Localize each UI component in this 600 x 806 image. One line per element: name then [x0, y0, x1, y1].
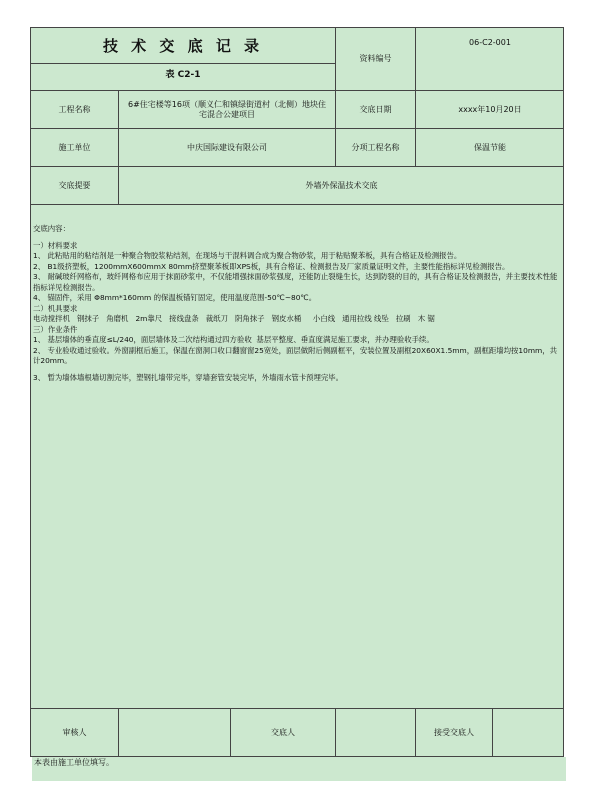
handover-value-cell: [336, 708, 416, 757]
sub-label: 分项工程名称: [351, 142, 400, 152]
review-label-cell: [31, 708, 119, 757]
footer-note: 本表由施工单位填写。: [32, 757, 566, 781]
project-label-cell: [31, 91, 119, 129]
disclosure-form: [30, 27, 564, 757]
project-label: 工程名称: [58, 104, 91, 114]
review-label: 审核人: [62, 728, 87, 737]
content-line: 2、 专业验收通过验收。外窗副框后施工，保温在窗洞口收口翻窗窗25宽处，面层做附后侧副框平，安装位置及副框20X60X1.5mm，副框距墙均按10mm，共计20mm。: [33, 345, 558, 365]
summary-label-cell: [31, 167, 119, 205]
sub-label-cell: [336, 129, 416, 167]
form-subtitle-cell: [31, 64, 336, 91]
summary-value: 外墙外保温技术交底: [305, 180, 378, 190]
handover-label: 交底人: [271, 728, 295, 737]
receiver-label: 接受交底人: [434, 728, 474, 737]
form-title-cell: [31, 28, 336, 64]
disclosure-content: [33, 224, 561, 383]
project-value: 6#住宅楼等16项（顺义仁和镇绿街道村（北侧）地块住宅混合公建项目: [128, 99, 326, 119]
builder-label-cell: [31, 129, 119, 167]
builder-label: 施工单位: [58, 142, 91, 152]
project-value-cell: [119, 91, 336, 129]
content-line: 1、 基层墙体的垂直度≤L/240，面层墙体及二次结构通过四方验收 基层平整度、垂直度满足施工要求，并办理验收手续。: [33, 335, 434, 344]
date-value-cell: [416, 91, 564, 129]
form-subtitle: 表 C2-1: [165, 70, 201, 80]
record-no-label-cell: [336, 28, 416, 91]
content-line: 1、 此粘贴用的粘结剂是一种聚合物胶浆粘结剂，在现场与干混料调合成为聚合物砂浆，用于粘贴聚苯板，具有合格证及检测报告。: [33, 251, 462, 260]
summary-label: 交底提要: [58, 180, 91, 190]
receiver-label-cell: [416, 708, 493, 757]
date-label-cell: [336, 91, 416, 129]
content-line: 4、 锚固件，采用 Φ8mm*160mm 的保温板锚钉固定，使用温度范围-50℃~80℃。: [33, 293, 317, 302]
review-value-cell: [119, 708, 231, 757]
record-no-value: 06-C2-001: [469, 38, 511, 47]
date-label: 交底日期: [359, 104, 392, 114]
handover-label-cell: [231, 708, 336, 757]
summary-value-cell: [119, 167, 564, 205]
content-line: 二）机具要求: [33, 303, 78, 313]
sub-value-cell: [416, 129, 564, 167]
content-line: 3、 暂为墙体墙根墙切割完毕，塑钢扎墙带完毕，穿墙套管安装完毕，外墙雨水管卡预埋完毕。: [33, 372, 344, 382]
content-line: 电动搅拌机 钢抹子 角磨机 2m靠尺 接线盘条 裁纸刀 阴角抹子 钢皮水桶 小白线 通用拉线 线坠 拉刷 木 锯: [33, 314, 435, 323]
sub-value: 保温节能: [474, 142, 506, 152]
record-no-label: 资料编号: [359, 54, 392, 63]
date-value: xxxx年10月20日: [458, 104, 522, 114]
receiver-value-cell: [493, 708, 564, 757]
content-line: 三）作业条件: [33, 324, 78, 334]
record-no-value-cell: [416, 28, 564, 91]
content-line: 2、 B1级挤塑板，1200mmX600mmX 80mm挤塑聚苯板即XPS板，具有合格证、检测报告及厂家质量证明文件，主要性能指标详见检测报告。: [33, 261, 510, 271]
content-line: 3、 耐碱玻纤网格布，玻纤网格布应用于抹面砂浆中，不仅能增强抹面砂浆强度，还能防止裂缝生长，达到防裂的目的，具有合格证及检测报告，并主要技术性能指标详见检测报告。: [33, 272, 558, 292]
builder-value-cell: [119, 129, 336, 167]
form-title: 技 术 交 底 记 录: [102, 36, 264, 55]
content-line: 一）材料要求: [33, 240, 78, 250]
content-line: 交底内容：: [33, 224, 70, 233]
builder-value: 中庆国际建设有限公司: [187, 142, 267, 152]
